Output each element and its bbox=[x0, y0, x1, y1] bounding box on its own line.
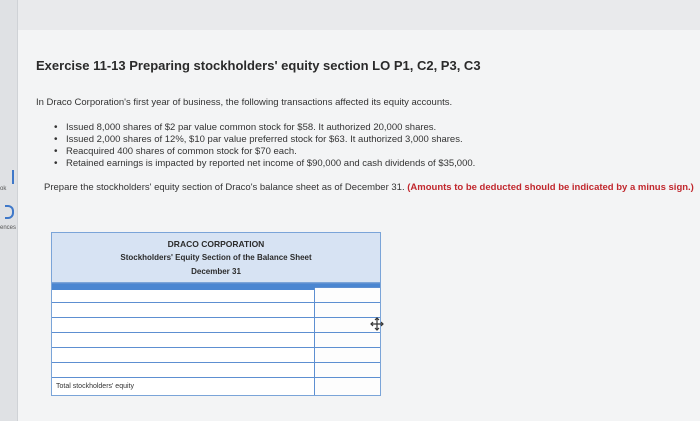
bookmark-icon[interactable] bbox=[5, 170, 14, 184]
instructions-note: (Amounts to be deducted should be indicated by a minus sign.) bbox=[407, 182, 694, 193]
list-item: • Issued 8,000 shares of $2 par value common stock for $58. It authorized 20,000 shares. bbox=[54, 122, 475, 134]
worksheet-subtitle: Stockholders' Equity Section of the Balance Sheet bbox=[120, 253, 312, 262]
company-name: DRACO CORPORATION bbox=[167, 239, 265, 249]
move-cursor-icon bbox=[370, 317, 384, 331]
total-label: Total stockholders' equity bbox=[52, 378, 315, 395]
account-input[interactable] bbox=[52, 318, 315, 332]
rail-label-references: ences bbox=[0, 225, 17, 231]
amount-input[interactable] bbox=[315, 348, 380, 362]
instructions-text: Prepare the stockholders' equity section of Draco's balance sheet as of December 31. bbox=[44, 182, 405, 193]
table-row bbox=[52, 302, 380, 317]
table-row bbox=[52, 332, 380, 347]
account-input[interactable] bbox=[52, 348, 315, 362]
table-row bbox=[52, 347, 380, 362]
account-input[interactable] bbox=[52, 333, 315, 347]
table-row bbox=[52, 317, 380, 332]
instructions bbox=[44, 182, 694, 194]
account-input[interactable] bbox=[52, 363, 315, 377]
transaction-list bbox=[54, 122, 475, 170]
account-input[interactable] bbox=[52, 288, 315, 302]
account-input[interactable] bbox=[52, 303, 315, 317]
equity-worksheet bbox=[51, 232, 381, 396]
table-row bbox=[52, 287, 380, 302]
worksheet-header bbox=[52, 233, 380, 283]
total-amount-input[interactable] bbox=[315, 378, 380, 395]
table-row bbox=[52, 362, 380, 377]
list-item: • Reacquired 400 shares of common stock for $70 each. bbox=[54, 146, 475, 158]
header-divider bbox=[52, 283, 380, 287]
worksheet-date: December 31 bbox=[191, 267, 241, 276]
exercise-title: Exercise 11-13 Preparing stockholders' equity section LO P1, C2, P3, C3 bbox=[36, 58, 481, 73]
amount-input[interactable] bbox=[315, 333, 380, 347]
amount-input[interactable] bbox=[315, 303, 380, 317]
left-rail bbox=[0, 0, 18, 421]
references-icon[interactable] bbox=[5, 205, 14, 219]
rail-label-ok: ok bbox=[0, 186, 7, 192]
list-item: • Issued 2,000 shares of 12%, $10 par value preferred stock for $63. It authorized 3,000 shares. bbox=[54, 134, 475, 146]
exercise-intro: In Draco Corporation's first year of business, the following transactions affected its equity accounts. bbox=[36, 97, 453, 108]
amount-input[interactable] bbox=[315, 288, 380, 302]
amount-input[interactable] bbox=[315, 363, 380, 377]
list-item: • Retained earnings is impacted by reported net income of $90,000 and cash dividends of $35,000. bbox=[54, 158, 475, 170]
total-row bbox=[52, 377, 380, 395]
